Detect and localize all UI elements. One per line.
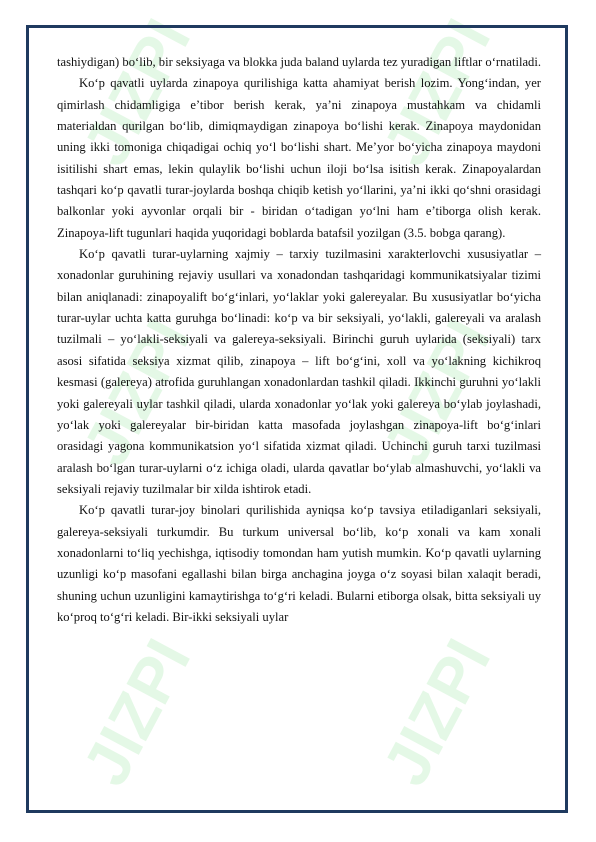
body-text [57,52,541,628]
watermark-text: JIZPI [68,307,205,477]
paragraph: tashiydigan) bo‘lib, bir seksiyaga va blokka juda baland uylarda tez yuradigan liftlar o‘rnatiladi. [57,55,542,69]
paragraph: Ko‘p qavatli turar-joy binolari qurilishida ayniqsa ko‘p tavsiya etiladiganlari seksiyali, galereya-seksiyali turkumdir. Bu turkum universal bo‘lib, ko‘p xonali va kam xonali xonadonlarni to‘liq yechishga, iqtisodiy tomondan ham yutish mumkin. Ko‘p qavatli uylarning uzunligi ko‘p masofani egallashi bilan birga anchagina joyga o‘z soyasi bilan xalaqit beradi, shuning uchun uzunligini kamaytirishga to‘g‘ri keladi. Bularni etiborga olsak, bitta seksiyali uy ko‘proq to‘g‘ri keladi. Bir-ikki seksiyali uylar [57,503,541,624]
paragraph: Ko‘p qavatli turar-uylarning xajmiy – tarxiy tuzilmasini xarakterlovchi xususiyatlar – xonadonlar guruhining rejaviy usullari va xonadondan tashqaridagi kommunikatsiyalar tizimi bilan aniqlanadi: zinapoyalift bo‘g‘inlari, yo‘laklar yoki galereyalar. Bu xususiyatlar bo‘yicha turar-uylar uchta katta guruhga bo‘linadi: ko‘p va bir seksiyali, yo‘lakli, galereyali va aralash tuzilmali – yo‘lakli-seksiyali va galereya-seksiyali. Birinchi guruh uylarida (seksiyali) tarx asosi sifatida seksiya xizmat qilib, zinapoya – lift bo‘g‘ini, xoll va yo‘lakning kichikroq kesmasi (galereya) atrofida guruhlangan xonadonlardan tashkil qiladi. Ikkinchi guruhni yo‘lakli yoki galereyali uylar tashkil qiladi, ularda xonadonlar yo‘lak yoki galereya bo‘ylab joylashadi, yo‘lak yoki galereyalar bir-biridan katta masofada joylashgan zinapoya-lift bo‘g‘inlari orasidagi yagona kommunikatsion yo‘l sifatida xizmat qiladi. Uchinchi guruh tarxi tuzilmasi aralash bo‘lgan turar-uylarni o‘z ichiga oladi, ularda qavatlar bo‘ylab almashuvchi, yo‘lakli va seksiyali rejaviy tuzilmalar bir xilda ishtirok etadi. [57,247,541,496]
watermark-text: JIZPI [368,627,505,797]
watermark-text: JIZPI [68,7,205,177]
watermark-text: JIZPI [368,7,505,177]
watermark-text: JIZPI [68,627,205,797]
paragraph: Ko‘p qavatli uylarda zinapoya qurilishiga katta ahamiyat berish lozim. Yong‘indan, yer qimirlash chidamligiga e’tibor berish kerak, ya’ni zinapoya mustahkam va chidamli materialdan qurilgan bo‘lib, dimiqmaydigan zinapoya bo‘lishi kerak. Zinapoya maydonidan uning ikki tomoniga chiqadigai ochiq yo‘l bo‘lishi shart. Me’yor bo‘yicha zinapoya maydoni isitilishi shart emas, lekin qulaylik bo‘lishi uchun iloji bo‘lsa isitish kerak. Zinapoyalardan tashqari ko‘p qavatli turar-joylarda boshqa chiqib ketish yo‘llarini, ya’ni ikki qo‘shni orasidagi balkonlar yoki ayvonlar orqali bir - biridan o‘tadigan yo‘lni ham e’tiborga olish kerak. Zinapoya-lift tugunlari haqida yuqoridagi boblarda batafsil yozilgan (3.5. bobga qarang). [57,76,541,240]
watermark-text: JIZPI [368,307,505,477]
